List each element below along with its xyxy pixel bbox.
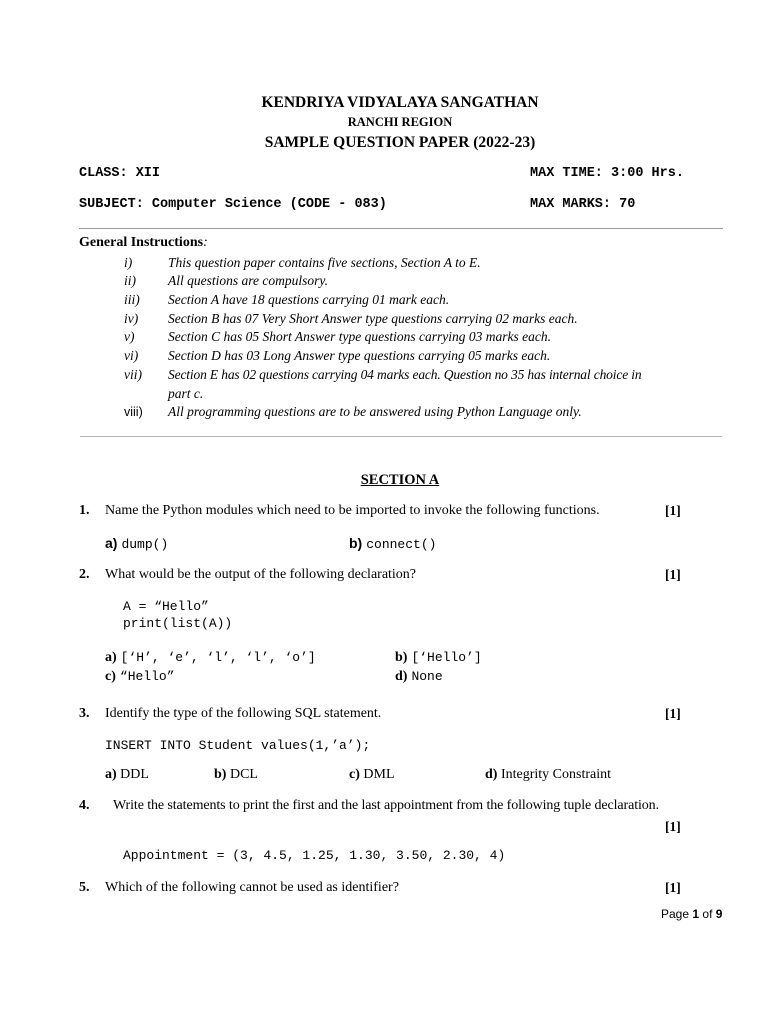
option: b) connect()	[349, 535, 437, 552]
instruction-num: iii)	[124, 292, 140, 307]
question-marks: [1]	[665, 706, 681, 721]
question-number: 2.	[79, 567, 90, 582]
instruction-num: i)	[124, 255, 133, 270]
question-text: What would be the output of the following declaration?	[105, 567, 417, 582]
question-text: Which of the following cannot be used as identifier?	[105, 880, 399, 895]
option: c) “Hello”	[105, 669, 175, 684]
paper-title: SAMPLE QUESTION PAPER (2022-23)	[264, 134, 536, 151]
instruction-num: ii)	[124, 273, 136, 288]
region-name: RANCHI REGION	[347, 115, 453, 129]
instruction-text-cont: part c.	[168, 386, 204, 401]
code-line: Appointment = (3, 4.5, 1.25, 1.30, 3.50, 2.30, 4)	[123, 848, 506, 863]
option: c) DML	[349, 767, 395, 782]
instructions-divider	[80, 436, 722, 437]
instruction-text: Section C has 05 Short Answer type questions carrying 03 marks each.	[168, 329, 551, 344]
question-text: Write the statements to print the first and the last appointment from the following tuple declaration.	[113, 798, 659, 813]
code-line: print(list(A))	[123, 616, 233, 631]
question-number: 5.	[79, 880, 90, 895]
instruction-num: v)	[124, 329, 135, 344]
code-line: A = “Hello”	[123, 599, 209, 614]
header-divider	[79, 228, 723, 229]
instruction-text: Section A have 18 questions carrying 01 mark each.	[168, 292, 450, 307]
instruction-text: Section B has 07 Very Short Answer type questions carrying 02 marks each.	[168, 311, 578, 326]
question-marks: [1]	[665, 880, 681, 895]
question-number: 4.	[79, 798, 90, 813]
question-text: Identify the type of the following SQL statement.	[105, 706, 382, 721]
question-number: 1.	[79, 503, 90, 518]
question-number: 3.	[79, 706, 90, 721]
max-time: MAX TIME: 3:00 Hrs.	[530, 166, 684, 181]
subject-label: SUBJECT: Computer Science (CODE - 083)	[79, 197, 387, 212]
option: a) dump()	[105, 535, 169, 552]
option: d) None	[395, 669, 443, 684]
option: b) DCL	[214, 767, 258, 782]
instruction-num: vi)	[124, 348, 139, 363]
question-marks: [1]	[665, 503, 681, 518]
option: a) DDL	[105, 767, 149, 782]
code-line: INSERT INTO Student values(1,’a’);	[105, 738, 371, 753]
question-text: Name the Python modules which need to be imported to invoke the following functions.	[105, 503, 600, 518]
instruction-text: Section E has 02 questions carrying 04 marks each. Question no 35 has internal choice in	[168, 367, 642, 382]
org-name: KENDRIYA VIDYALAYA SANGATHAN	[261, 94, 539, 111]
instruction-num: vii)	[124, 367, 142, 382]
option: a) [‘H’, ‘e’, ‘l’, ‘l’, ‘o’]	[105, 650, 316, 665]
page-number: Page 1 of 9	[661, 907, 723, 921]
instruction-num: iv)	[124, 311, 139, 326]
instruction-text: This question paper contains five sections, Section A to E.	[168, 255, 481, 270]
question-marks: [1]	[665, 567, 681, 582]
instruction-text: Section D has 03 Long Answer type questions carrying 05 marks each.	[168, 348, 551, 363]
max-marks: MAX MARKS: 70	[530, 197, 636, 212]
class-label: CLASS: XII	[79, 166, 161, 181]
instruction-text: All questions are compulsory.	[168, 273, 328, 288]
instruction-text: All programming questions are to be answered using Python Language only.	[168, 404, 582, 419]
question-marks: [1]	[665, 819, 681, 834]
instructions-heading: General Instructions:	[79, 235, 208, 250]
option: b) [‘Hello’]	[395, 650, 482, 665]
instruction-num: viii)	[124, 405, 143, 419]
option: d) Integrity Constraint	[485, 767, 611, 782]
section-a-heading: SECTION A	[360, 472, 440, 488]
